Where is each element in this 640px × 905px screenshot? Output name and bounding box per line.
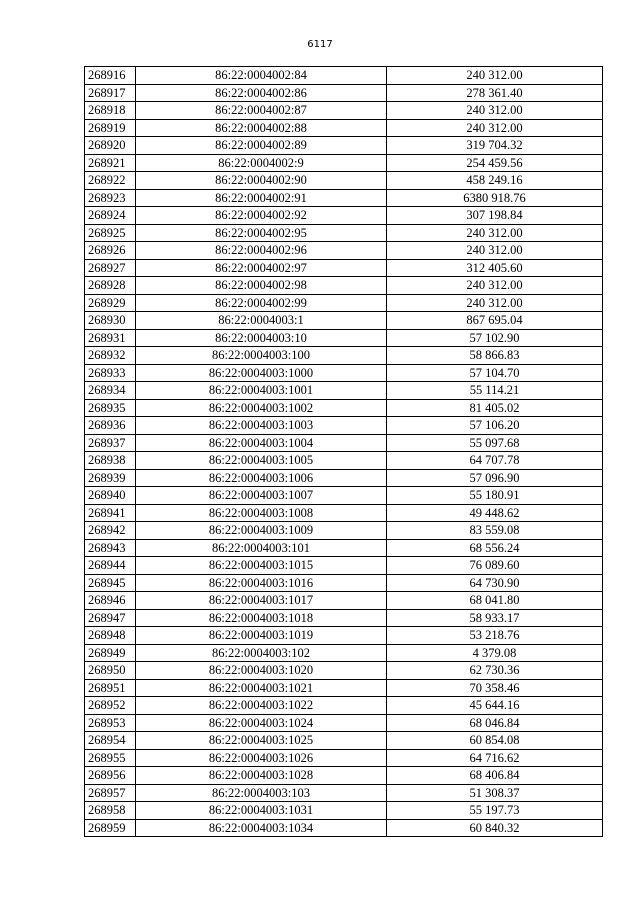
cadastral-value-cell: 240 312.00 <box>387 224 603 242</box>
cadastral-number-cell: 86:22:0004002:91 <box>136 189 387 207</box>
cadastral-value-cell: 240 312.00 <box>387 277 603 295</box>
cadastral-value-cell: 240 312.00 <box>387 294 603 312</box>
table-row <box>85 609 603 627</box>
row-number-cell: 268929 <box>85 294 136 312</box>
cadastral-value-cell: 68 046.84 <box>387 714 603 732</box>
row-number-cell: 268937 <box>85 434 136 452</box>
cadastral-number-cell: 86:22:0004003:1006 <box>136 469 387 487</box>
table-row <box>85 84 603 102</box>
table-row <box>85 662 603 680</box>
cadastral-number-cell: 86:22:0004002:9 <box>136 154 387 172</box>
table-row <box>85 207 603 225</box>
cadastral-value-cell: 57 102.90 <box>387 329 603 347</box>
cadastral-value-cell: 45 644.16 <box>387 697 603 715</box>
cadastral-value-cell: 55 114.21 <box>387 382 603 400</box>
cadastral-value-table <box>84 66 603 837</box>
cadastral-number-cell: 86:22:0004003:10 <box>136 329 387 347</box>
cadastral-number-cell: 86:22:0004003:103 <box>136 784 387 802</box>
row-number-cell: 268927 <box>85 259 136 277</box>
row-number-cell: 268943 <box>85 539 136 557</box>
row-number-cell: 268923 <box>85 189 136 207</box>
cadastral-number-cell: 86:22:0004003:1016 <box>136 574 387 592</box>
row-number-cell: 268935 <box>85 399 136 417</box>
cadastral-number-cell: 86:22:0004003:1017 <box>136 592 387 610</box>
cadastral-number-cell: 86:22:0004003:1008 <box>136 504 387 522</box>
table-row <box>85 102 603 120</box>
cadastral-number-cell: 86:22:0004003:1026 <box>136 749 387 767</box>
table-row <box>85 644 603 662</box>
row-number-cell: 268942 <box>85 522 136 540</box>
table-row <box>85 749 603 767</box>
row-number-cell: 268921 <box>85 154 136 172</box>
table-row <box>85 452 603 470</box>
cadastral-value-cell: 62 730.36 <box>387 662 603 680</box>
row-number-cell: 268948 <box>85 627 136 645</box>
table-row <box>85 592 603 610</box>
cadastral-value-cell: 458 249.16 <box>387 172 603 190</box>
table-row <box>85 627 603 645</box>
cadastral-number-cell: 86:22:0004003:1028 <box>136 767 387 785</box>
cadastral-number-cell: 86:22:0004003:1020 <box>136 662 387 680</box>
row-number-cell: 268955 <box>85 749 136 767</box>
row-number-cell: 268953 <box>85 714 136 732</box>
table-body <box>85 67 603 837</box>
table-row <box>85 539 603 557</box>
cadastral-value-cell: 68 041.80 <box>387 592 603 610</box>
row-number-cell: 268936 <box>85 417 136 435</box>
row-number-cell: 268920 <box>85 137 136 155</box>
table-row <box>85 557 603 575</box>
table-row <box>85 259 603 277</box>
cadastral-value-cell: 60 854.08 <box>387 732 603 750</box>
row-number-cell: 268926 <box>85 242 136 260</box>
cadastral-value-cell: 4 379.08 <box>387 644 603 662</box>
row-number-cell: 268941 <box>85 504 136 522</box>
row-number-cell: 268930 <box>85 312 136 330</box>
cadastral-number-cell: 86:22:0004003:1003 <box>136 417 387 435</box>
cadastral-number-cell: 86:22:0004003:1009 <box>136 522 387 540</box>
cadastral-value-cell: 68 556.24 <box>387 539 603 557</box>
table-row <box>85 119 603 137</box>
row-number-cell: 268959 <box>85 819 136 837</box>
row-number-cell: 268950 <box>85 662 136 680</box>
cadastral-number-cell: 86:22:0004003:1002 <box>136 399 387 417</box>
row-number-cell: 268934 <box>85 382 136 400</box>
cadastral-value-cell: 57 106.20 <box>387 417 603 435</box>
cadastral-value-cell: 867 695.04 <box>387 312 603 330</box>
cadastral-value-cell: 55 180.91 <box>387 487 603 505</box>
row-number-cell: 268957 <box>85 784 136 802</box>
table-row <box>85 732 603 750</box>
row-number-cell: 268928 <box>85 277 136 295</box>
cadastral-value-cell: 83 559.08 <box>387 522 603 540</box>
row-number-cell: 268938 <box>85 452 136 470</box>
cadastral-value-cell: 254 459.56 <box>387 154 603 172</box>
row-number-cell: 268944 <box>85 557 136 575</box>
cadastral-number-cell: 86:22:0004002:87 <box>136 102 387 120</box>
cadastral-number-cell: 86:22:0004003:102 <box>136 644 387 662</box>
row-number-cell: 268958 <box>85 802 136 820</box>
table-row <box>85 802 603 820</box>
row-number-cell: 268919 <box>85 119 136 137</box>
cadastral-number-cell: 86:22:0004003:1005 <box>136 452 387 470</box>
cadastral-number-cell: 86:22:0004003:1001 <box>136 382 387 400</box>
cadastral-number-cell: 86:22:0004002:86 <box>136 84 387 102</box>
cadastral-value-cell: 6380 918.76 <box>387 189 603 207</box>
cadastral-value-cell: 64 716.62 <box>387 749 603 767</box>
table-row <box>85 522 603 540</box>
table-row <box>85 277 603 295</box>
table-row <box>85 767 603 785</box>
cadastral-value-cell: 240 312.00 <box>387 242 603 260</box>
cadastral-number-cell: 86:22:0004002:95 <box>136 224 387 242</box>
row-number-cell: 268931 <box>85 329 136 347</box>
cadastral-value-cell: 319 704.32 <box>387 137 603 155</box>
table-row <box>85 224 603 242</box>
row-number-cell: 268951 <box>85 679 136 697</box>
row-number-cell: 268946 <box>85 592 136 610</box>
table-row <box>85 364 603 382</box>
cadastral-value-cell: 55 097.68 <box>387 434 603 452</box>
table-row <box>85 679 603 697</box>
cadastral-number-cell: 86:22:0004002:97 <box>136 259 387 277</box>
row-number-cell: 268918 <box>85 102 136 120</box>
cadastral-number-cell: 86:22:0004002:88 <box>136 119 387 137</box>
table-row <box>85 312 603 330</box>
row-number-cell: 268945 <box>85 574 136 592</box>
table-row <box>85 347 603 365</box>
row-number-cell: 268916 <box>85 67 136 85</box>
row-number-cell: 268933 <box>85 364 136 382</box>
row-number-cell: 268956 <box>85 767 136 785</box>
cadastral-value-cell: 278 361.40 <box>387 84 603 102</box>
table-row <box>85 329 603 347</box>
cadastral-number-cell: 86:22:0004003:1031 <box>136 802 387 820</box>
table-row <box>85 294 603 312</box>
cadastral-value-cell: 76 089.60 <box>387 557 603 575</box>
cadastral-value-cell: 81 405.02 <box>387 399 603 417</box>
cadastral-number-cell: 86:22:0004003:1034 <box>136 819 387 837</box>
cadastral-number-cell: 86:22:0004003:1021 <box>136 679 387 697</box>
cadastral-value-cell: 57 096.90 <box>387 469 603 487</box>
cadastral-value-cell: 64 730.90 <box>387 574 603 592</box>
cadastral-value-cell: 57 104.70 <box>387 364 603 382</box>
cadastral-value-cell: 240 312.00 <box>387 67 603 85</box>
cadastral-number-cell: 86:22:0004003:1015 <box>136 557 387 575</box>
cadastral-value-cell: 58 866.83 <box>387 347 603 365</box>
row-number-cell: 268939 <box>85 469 136 487</box>
table-row <box>85 697 603 715</box>
page-number: 6117 <box>307 39 333 50</box>
table-row <box>85 819 603 837</box>
table-row <box>85 434 603 452</box>
cadastral-value-cell: 68 406.84 <box>387 767 603 785</box>
cadastral-value-cell: 53 218.76 <box>387 627 603 645</box>
cadastral-number-cell: 86:22:0004003:1022 <box>136 697 387 715</box>
row-number-cell: 268924 <box>85 207 136 225</box>
cadastral-number-cell: 86:22:0004002:92 <box>136 207 387 225</box>
cadastral-number-cell: 86:22:0004002:96 <box>136 242 387 260</box>
table-row <box>85 574 603 592</box>
table-row <box>85 189 603 207</box>
row-number-cell: 268925 <box>85 224 136 242</box>
cadastral-value-cell: 240 312.00 <box>387 102 603 120</box>
cadastral-number-cell: 86:22:0004003:1024 <box>136 714 387 732</box>
row-number-cell: 268952 <box>85 697 136 715</box>
cadastral-value-cell: 55 197.73 <box>387 802 603 820</box>
table-row <box>85 504 603 522</box>
cadastral-number-cell: 86:22:0004003:1018 <box>136 609 387 627</box>
cadastral-number-cell: 86:22:0004003:1025 <box>136 732 387 750</box>
cadastral-number-cell: 86:22:0004003:1000 <box>136 364 387 382</box>
cadastral-number-cell: 86:22:0004003:101 <box>136 539 387 557</box>
cadastral-number-cell: 86:22:0004002:99 <box>136 294 387 312</box>
table-row <box>85 242 603 260</box>
cadastral-value-cell: 49 448.62 <box>387 504 603 522</box>
row-number-cell: 268940 <box>85 487 136 505</box>
table-row <box>85 487 603 505</box>
cadastral-value-cell: 70 358.46 <box>387 679 603 697</box>
row-number-cell: 268917 <box>85 84 136 102</box>
cadastral-value-cell: 60 840.32 <box>387 819 603 837</box>
cadastral-number-cell: 86:22:0004003:1019 <box>136 627 387 645</box>
row-number-cell: 268949 <box>85 644 136 662</box>
table-row <box>85 382 603 400</box>
cadastral-value-cell: 312 405.60 <box>387 259 603 277</box>
table-row <box>85 714 603 732</box>
cadastral-number-cell: 86:22:0004002:89 <box>136 137 387 155</box>
row-number-cell: 268932 <box>85 347 136 365</box>
cadastral-number-cell: 86:22:0004002:98 <box>136 277 387 295</box>
cadastral-number-cell: 86:22:0004002:84 <box>136 67 387 85</box>
cadastral-value-cell: 307 198.84 <box>387 207 603 225</box>
row-number-cell: 268954 <box>85 732 136 750</box>
table-row <box>85 469 603 487</box>
cadastral-number-cell: 86:22:0004003:100 <box>136 347 387 365</box>
cadastral-number-cell: 86:22:0004003:1 <box>136 312 387 330</box>
table-row <box>85 399 603 417</box>
cadastral-number-cell: 86:22:0004003:1004 <box>136 434 387 452</box>
cadastral-value-cell: 58 933.17 <box>387 609 603 627</box>
table-row <box>85 154 603 172</box>
cadastral-value-cell: 64 707.78 <box>387 452 603 470</box>
table-row <box>85 137 603 155</box>
row-number-cell: 268922 <box>85 172 136 190</box>
cadastral-number-cell: 86:22:0004003:1007 <box>136 487 387 505</box>
table-row <box>85 67 603 85</box>
cadastral-value-cell: 51 308.37 <box>387 784 603 802</box>
row-number-cell: 268947 <box>85 609 136 627</box>
table-row <box>85 172 603 190</box>
cadastral-number-cell: 86:22:0004002:90 <box>136 172 387 190</box>
table-row <box>85 784 603 802</box>
cadastral-value-cell: 240 312.00 <box>387 119 603 137</box>
table-row <box>85 417 603 435</box>
